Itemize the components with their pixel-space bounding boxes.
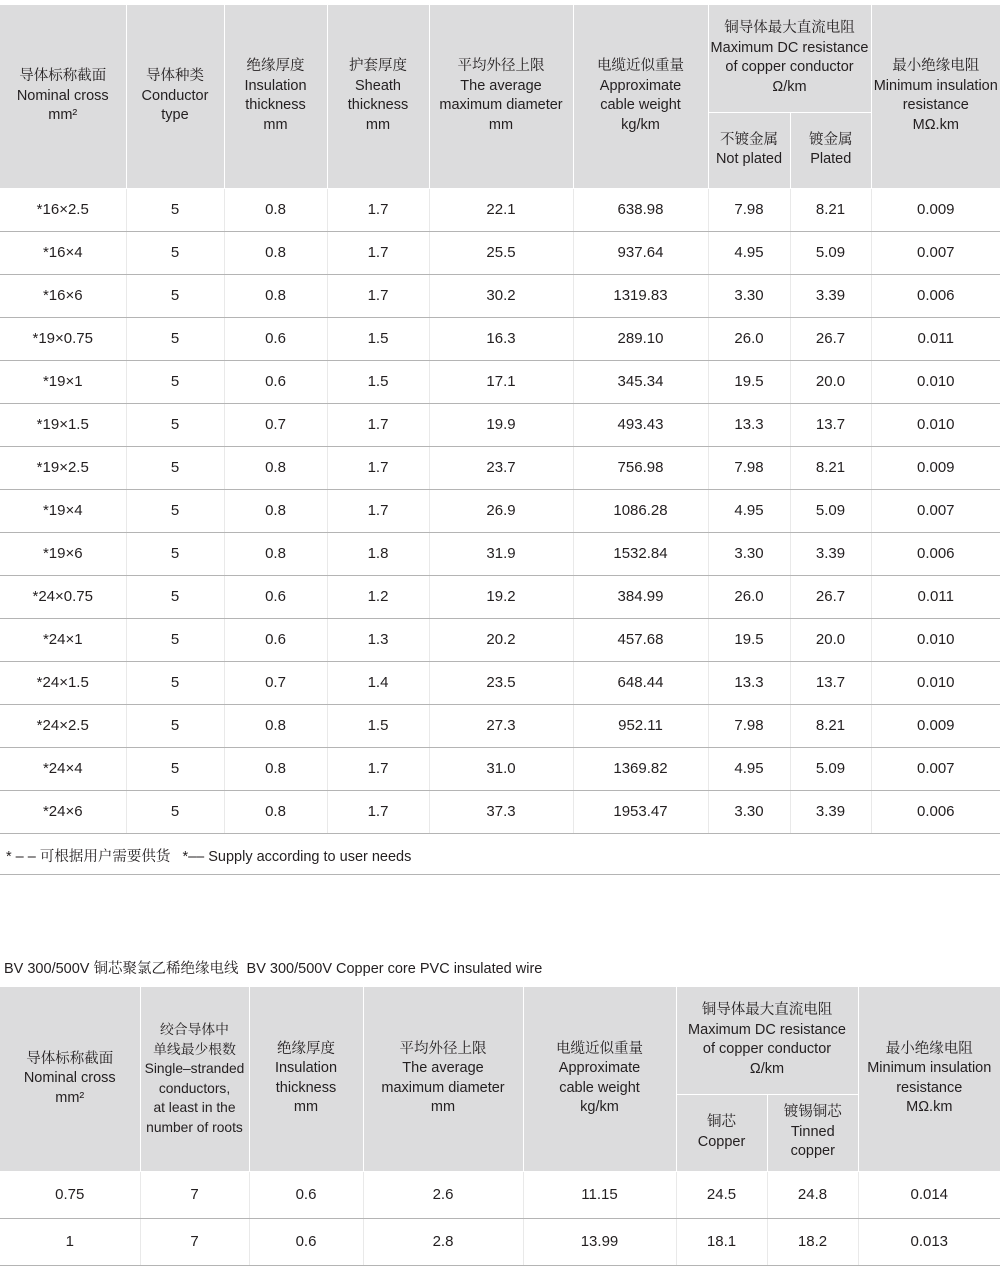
header-cable-weight: 电缆近似重量 Approximate cable weight kg/km [523, 987, 676, 1171]
header-conductor-type: 导体种类 Conductor type [126, 5, 224, 188]
cell-nominal-cross: *24×1 [0, 618, 126, 661]
cell-nominal-cross: *24×0.75 [0, 575, 126, 618]
cell-conductor-type: 5 [126, 274, 224, 317]
cell-min-strands: 7 [140, 1171, 249, 1218]
cell-min-insulation-resistance: 0.009 [871, 188, 1000, 231]
cell-insulation-thickness: 0.6 [249, 1171, 363, 1218]
cell-insulation-thickness: 0.8 [224, 446, 327, 489]
cell-resistance-plated: 5.09 [790, 489, 871, 532]
header-sheath-thickness: 护套厚度 Sheath thickness mm [327, 5, 429, 188]
cell-insulation-thickness: 0.8 [224, 532, 327, 575]
cell-resistance-plated: 20.0 [790, 618, 871, 661]
section-caption: BV 300/500V 铜芯聚氯乙稀绝缘电线 BV 300/500V Copper core PVC insulated wire [4, 961, 543, 977]
cell-max-diameter: 2.8 [363, 1218, 523, 1265]
table-row [0, 618, 1000, 661]
cell-insulation-thickness: 0.6 [249, 1218, 363, 1265]
cell-resistance-not-plated: 3.30 [708, 274, 790, 317]
header-min-insulation-resistance: 最小绝缘电阻 Minimum insulation resistance MΩ.km [858, 987, 1000, 1171]
cell-nominal-cross: *24×2.5 [0, 704, 126, 747]
header-dc-resistance: 铜导体最大直流电阻 Maximum DC resistance of copper conductor Ω/km [708, 5, 871, 112]
header-not-plated: 不镀金属 Not plated [708, 112, 790, 188]
cell-resistance-not-plated: 4.95 [708, 489, 790, 532]
cell-nominal-cross: *24×1.5 [0, 661, 126, 704]
cell-insulation-thickness: 0.8 [224, 704, 327, 747]
cell-conductor-type: 5 [126, 231, 224, 274]
cell-sheath-thickness: 1.7 [327, 188, 429, 231]
cell-min-insulation-resistance: 0.006 [871, 790, 1000, 833]
cell-nominal-cross: *19×1 [0, 360, 126, 403]
table-row [0, 317, 1000, 360]
cell-sheath-thickness: 1.2 [327, 575, 429, 618]
header-average-max-diameter: 平均外径上限 The average maximum diameter mm [363, 987, 523, 1171]
cell-cable-weight: 457.68 [573, 618, 708, 661]
supply-note: * – – 可根据用户需要供货 *–– Supply according to user needs [6, 849, 412, 865]
cell-insulation-thickness: 0.6 [224, 618, 327, 661]
cell-nominal-cross: *16×4 [0, 231, 126, 274]
cell-resistance-plated: 5.09 [790, 231, 871, 274]
cell-resistance-not-plated: 26.0 [708, 575, 790, 618]
cell-sheath-thickness: 1.7 [327, 403, 429, 446]
bv-wire-spec-table [0, 987, 1000, 1266]
cell-nominal-cross: *24×4 [0, 747, 126, 790]
cable-spec-table-body [0, 188, 1000, 833]
header-average-max-diameter: 平均外径上限 The average maximum diameter mm [429, 5, 573, 188]
cell-cable-weight: 1532.84 [573, 532, 708, 575]
cell-conductor-type: 5 [126, 403, 224, 446]
cell-resistance-not-plated: 13.3 [708, 661, 790, 704]
cell-sheath-thickness: 1.7 [327, 446, 429, 489]
cell-resistance-plated: 13.7 [790, 403, 871, 446]
header-insulation-thickness: 绝缘厚度 Insulation thickness mm [224, 5, 327, 188]
cell-cable-weight: 289.10 [573, 317, 708, 360]
cell-nominal-cross: *19×4 [0, 489, 126, 532]
cell-resistance-copper: 24.5 [676, 1171, 767, 1218]
cell-resistance-not-plated: 26.0 [708, 317, 790, 360]
cell-max-diameter: 19.9 [429, 403, 573, 446]
cell-conductor-type: 5 [126, 317, 224, 360]
table-row [0, 360, 1000, 403]
table-row [0, 747, 1000, 790]
divider [0, 874, 1000, 875]
cell-min-insulation-resistance: 0.010 [871, 403, 1000, 446]
cell-nominal-cross: 1 [0, 1218, 140, 1265]
header-insulation-thickness: 绝缘厚度 Insulation thickness mm [249, 987, 363, 1171]
cell-max-diameter: 26.9 [429, 489, 573, 532]
table-row [0, 274, 1000, 317]
cell-resistance-not-plated: 19.5 [708, 360, 790, 403]
table-row [0, 532, 1000, 575]
cell-resistance-plated: 3.39 [790, 274, 871, 317]
cell-cable-weight: 952.11 [573, 704, 708, 747]
cell-max-diameter: 23.7 [429, 446, 573, 489]
header-nominal-cross: 导体标称截面 Nominal cross mm² [0, 5, 126, 188]
header-min-insulation-resistance: 最小绝缘电阻 Minimum insulation resistance MΩ.km [871, 5, 1000, 188]
cell-insulation-thickness: 0.8 [224, 231, 327, 274]
cell-min-insulation-resistance: 0.010 [871, 618, 1000, 661]
table-row [0, 1218, 1000, 1265]
cell-insulation-thickness: 0.6 [224, 317, 327, 360]
cell-resistance-plated: 3.39 [790, 790, 871, 833]
cell-insulation-thickness: 0.7 [224, 403, 327, 446]
cell-sheath-thickness: 1.5 [327, 317, 429, 360]
cell-conductor-type: 5 [126, 661, 224, 704]
cell-cable-weight: 648.44 [573, 661, 708, 704]
cell-min-insulation-resistance: 0.011 [871, 575, 1000, 618]
cell-cable-weight: 937.64 [573, 231, 708, 274]
cell-min-strands: 7 [140, 1218, 249, 1265]
cell-resistance-plated: 20.0 [790, 360, 871, 403]
cell-resistance-plated: 8.21 [790, 704, 871, 747]
cell-max-diameter: 20.2 [429, 618, 573, 661]
cell-resistance-not-plated: 7.98 [708, 704, 790, 747]
table-row [0, 446, 1000, 489]
cell-max-diameter: 31.9 [429, 532, 573, 575]
cell-sheath-thickness: 1.5 [327, 360, 429, 403]
cell-cable-weight: 384.99 [573, 575, 708, 618]
cell-cable-weight: 1319.83 [573, 274, 708, 317]
cell-conductor-type: 5 [126, 360, 224, 403]
table-row [0, 1171, 1000, 1218]
cell-max-diameter: 27.3 [429, 704, 573, 747]
table-row [0, 231, 1000, 274]
cell-cable-weight: 13.99 [523, 1218, 676, 1265]
cell-min-insulation-resistance: 0.010 [871, 661, 1000, 704]
cell-insulation-thickness: 0.8 [224, 489, 327, 532]
cell-max-diameter: 17.1 [429, 360, 573, 403]
cell-nominal-cross: *16×6 [0, 274, 126, 317]
cell-sheath-thickness: 1.4 [327, 661, 429, 704]
cell-cable-weight: 1953.47 [573, 790, 708, 833]
cable-spec-table [0, 5, 1000, 834]
cell-sheath-thickness: 1.7 [327, 790, 429, 833]
cell-min-insulation-resistance: 0.006 [871, 274, 1000, 317]
cell-conductor-type: 5 [126, 704, 224, 747]
table-row [0, 790, 1000, 833]
cell-max-diameter: 31.0 [429, 747, 573, 790]
cell-resistance-not-plated: 7.98 [708, 188, 790, 231]
cell-resistance-plated: 13.7 [790, 661, 871, 704]
table-row [0, 188, 1000, 231]
cell-sheath-thickness: 1.7 [327, 231, 429, 274]
cell-resistance-tinned: 24.8 [767, 1171, 858, 1218]
cell-max-diameter: 19.2 [429, 575, 573, 618]
cell-sheath-thickness: 1.7 [327, 747, 429, 790]
bv-wire-spec-table-body [0, 1171, 1000, 1265]
cell-min-insulation-resistance: 0.009 [871, 446, 1000, 489]
cell-min-insulation-resistance: 0.006 [871, 532, 1000, 575]
header-copper: 铜芯 Copper [676, 1094, 767, 1171]
table-row [0, 575, 1000, 618]
cell-nominal-cross: *19×2.5 [0, 446, 126, 489]
cell-cable-weight: 493.43 [573, 403, 708, 446]
cell-resistance-not-plated: 4.95 [708, 231, 790, 274]
cell-max-diameter: 16.3 [429, 317, 573, 360]
cell-resistance-copper: 18.1 [676, 1218, 767, 1265]
table-row [0, 704, 1000, 747]
cell-sheath-thickness: 1.7 [327, 489, 429, 532]
header-tinned-copper: 镀锡铜芯 Tinned copper [767, 1094, 858, 1171]
cell-min-insulation-resistance: 0.009 [871, 704, 1000, 747]
cell-sheath-thickness: 1.3 [327, 618, 429, 661]
cell-conductor-type: 5 [126, 618, 224, 661]
cell-sheath-thickness: 1.8 [327, 532, 429, 575]
cell-cable-weight: 1369.82 [573, 747, 708, 790]
cell-resistance-plated: 5.09 [790, 747, 871, 790]
cell-resistance-not-plated: 3.30 [708, 790, 790, 833]
cell-resistance-plated: 3.39 [790, 532, 871, 575]
cell-resistance-not-plated: 19.5 [708, 618, 790, 661]
cell-insulation-thickness: 0.8 [224, 274, 327, 317]
header-min-strands: 绞合导体中 单线最少根数 Single–stranded conductors, at least in the number of roots [140, 987, 249, 1171]
header-plated: 镀金属 Plated [790, 112, 871, 188]
cell-conductor-type: 5 [126, 446, 224, 489]
cell-nominal-cross: *16×2.5 [0, 188, 126, 231]
cell-conductor-type: 5 [126, 188, 224, 231]
cell-min-insulation-resistance: 0.013 [858, 1218, 1000, 1265]
cell-insulation-thickness: 0.8 [224, 747, 327, 790]
cell-min-insulation-resistance: 0.010 [871, 360, 1000, 403]
cell-sheath-thickness: 1.7 [327, 274, 429, 317]
cell-conductor-type: 5 [126, 489, 224, 532]
cell-nominal-cross: *19×6 [0, 532, 126, 575]
cell-nominal-cross: *19×0.75 [0, 317, 126, 360]
cell-conductor-type: 5 [126, 575, 224, 618]
cell-max-diameter: 23.5 [429, 661, 573, 704]
table-row [0, 661, 1000, 704]
cell-resistance-plated: 8.21 [790, 188, 871, 231]
cell-resistance-plated: 26.7 [790, 575, 871, 618]
header-cable-weight: 电缆近似重量 Approximate cable weight kg/km [573, 5, 708, 188]
cell-max-diameter: 25.5 [429, 231, 573, 274]
cell-sheath-thickness: 1.5 [327, 704, 429, 747]
header-dc-resistance: 铜导体最大直流电阻 Maximum DC resistance of copper conductor Ω/km [676, 987, 858, 1094]
cell-nominal-cross: *24×6 [0, 790, 126, 833]
cell-insulation-thickness: 0.8 [224, 188, 327, 231]
table-row [0, 489, 1000, 532]
cell-insulation-thickness: 0.6 [224, 575, 327, 618]
cell-resistance-not-plated: 4.95 [708, 747, 790, 790]
header-nominal-cross: 导体标称截面 Nominal cross mm² [0, 987, 140, 1171]
cell-insulation-thickness: 0.6 [224, 360, 327, 403]
cell-cable-weight: 11.15 [523, 1171, 676, 1218]
cell-resistance-plated: 8.21 [790, 446, 871, 489]
cell-min-insulation-resistance: 0.007 [871, 489, 1000, 532]
cell-cable-weight: 345.34 [573, 360, 708, 403]
cell-max-diameter: 2.6 [363, 1171, 523, 1218]
cell-conductor-type: 5 [126, 790, 224, 833]
cell-conductor-type: 5 [126, 747, 224, 790]
cell-cable-weight: 1086.28 [573, 489, 708, 532]
cell-max-diameter: 30.2 [429, 274, 573, 317]
cell-nominal-cross: *19×1.5 [0, 403, 126, 446]
cell-nominal-cross: 0.75 [0, 1171, 140, 1218]
cell-min-insulation-resistance: 0.007 [871, 231, 1000, 274]
cell-resistance-not-plated: 3.30 [708, 532, 790, 575]
cell-resistance-not-plated: 7.98 [708, 446, 790, 489]
cell-insulation-thickness: 0.7 [224, 661, 327, 704]
cell-min-insulation-resistance: 0.011 [871, 317, 1000, 360]
cell-cable-weight: 756.98 [573, 446, 708, 489]
cell-min-insulation-resistance: 0.014 [858, 1171, 1000, 1218]
cell-resistance-not-plated: 13.3 [708, 403, 790, 446]
cell-min-insulation-resistance: 0.007 [871, 747, 1000, 790]
cell-resistance-tinned: 18.2 [767, 1218, 858, 1265]
cell-max-diameter: 37.3 [429, 790, 573, 833]
table-row [0, 403, 1000, 446]
cell-conductor-type: 5 [126, 532, 224, 575]
cell-insulation-thickness: 0.8 [224, 790, 327, 833]
cell-max-diameter: 22.1 [429, 188, 573, 231]
cell-resistance-plated: 26.7 [790, 317, 871, 360]
cell-cable-weight: 638.98 [573, 188, 708, 231]
